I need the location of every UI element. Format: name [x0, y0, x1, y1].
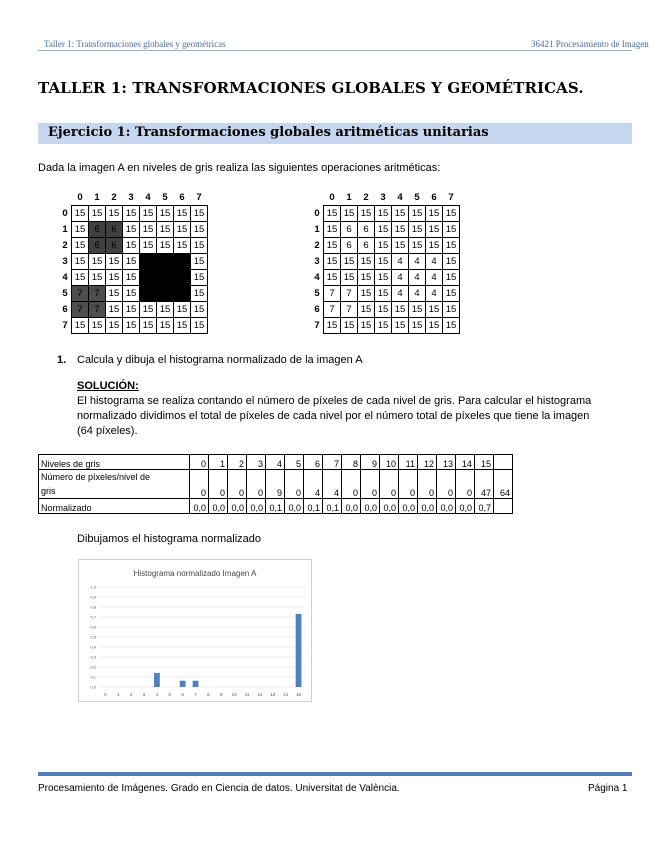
matrix-cell: 15: [191, 285, 208, 301]
table-cell: 5: [285, 455, 304, 470]
matrix-row: [311, 285, 460, 301]
matrix-cell: 15: [106, 253, 123, 269]
matrix-row-header: 7: [314, 319, 320, 331]
matrix-cell: 15: [324, 237, 341, 253]
matrix-cell: 15: [409, 317, 426, 333]
matrix-cell: 15: [341, 269, 358, 285]
chart-x-tick-label: 6: [181, 692, 184, 697]
chart-y-tick-label: 0,2: [90, 664, 96, 670]
matrix-cell: 4: [392, 285, 409, 301]
chart-bars: [154, 614, 301, 687]
matrix-cell: 15: [324, 205, 341, 221]
chart-x-tick-label: 7: [194, 692, 197, 697]
matrix-col-header: 6: [179, 191, 185, 203]
table-cell: 7: [323, 455, 342, 470]
matrix-row: [59, 205, 208, 221]
matrix-cell: 15: [392, 221, 409, 237]
matrix-cell: 15: [426, 205, 443, 221]
matrix-cell: 6: [358, 221, 375, 237]
footer-left: Procesamiento de Imágenes. Grado en Ciencia de datos. Universitat de València.: [38, 783, 400, 794]
image-a-matrix-values: [311, 190, 460, 334]
matrix-cell: 15: [89, 253, 106, 269]
table-cell: 0,0: [228, 499, 247, 514]
matrix-header-row: [311, 190, 460, 205]
row-label-counts: [39, 470, 190, 499]
chart-y-tick-label: 0,1: [90, 674, 96, 680]
table-cell: 0: [361, 470, 380, 499]
matrix-cell: 15: [191, 221, 208, 237]
chart-x-tick-label: 12: [257, 692, 263, 697]
row-label-counts-a: Número de píxeles/nivel de: [41, 472, 151, 482]
matrix-row-header: 5: [314, 287, 320, 299]
matrix-row: [59, 269, 208, 285]
matrix-cell: 15: [123, 285, 140, 301]
matrix-cell: 4: [392, 253, 409, 269]
table-row: [39, 455, 513, 470]
table-cell: 0: [228, 470, 247, 499]
table-cell: 0: [285, 470, 304, 499]
matrix-cell: 15: [106, 285, 123, 301]
table-row: [39, 499, 513, 514]
matrix-cell: 15: [324, 317, 341, 333]
table-row: [39, 470, 513, 499]
matrix-row: [311, 317, 460, 333]
table-cell: 4: [266, 455, 285, 470]
matrix-row-header: 5: [62, 287, 68, 299]
table-cell: 0: [190, 470, 209, 499]
header-divider: [38, 50, 632, 51]
matrix-cell: 15: [426, 221, 443, 237]
matrix-cell: 15: [375, 285, 392, 301]
matrix-row: [59, 285, 208, 301]
matrix-cell: 15: [358, 269, 375, 285]
chart-gridlines: [99, 587, 305, 687]
matrix-cell: 15: [106, 301, 123, 317]
matrix-cell: 15: [426, 301, 443, 317]
question-text: Calcula y dibuja el histograma normalizado de la imagen A: [77, 354, 363, 366]
matrix-cell: [174, 253, 191, 269]
table-cell: 10: [380, 455, 399, 470]
table-cell: 0: [247, 470, 266, 499]
table-cell: 12: [418, 455, 437, 470]
matrix-row-header: 4: [62, 271, 68, 283]
chart-x-tick-label: 8: [207, 692, 210, 697]
matrix-row-header: 6: [62, 303, 68, 315]
table-cell: 0,0: [418, 499, 437, 514]
matrix-row-header: 2: [62, 239, 68, 251]
chart-x-tick-label: 5: [168, 692, 172, 697]
solution-line-1: El histograma se realiza contando el número de píxeles de cada nivel de gris. Para calcular el histograma: [77, 395, 592, 407]
matrix-cell: 15: [123, 269, 140, 285]
chart-y-ticks: [90, 585, 96, 690]
table-cell: 0: [342, 470, 361, 499]
table-cell: 9: [266, 470, 285, 499]
matrix-cell: 15: [123, 301, 140, 317]
page-number: Página 1: [588, 783, 628, 794]
matrix-row-header: 6: [314, 303, 320, 315]
table-cell: 0,0: [437, 499, 456, 514]
matrix-cell: 15: [358, 301, 375, 317]
table-cell: 0: [437, 470, 456, 499]
matrix-row: [59, 317, 208, 333]
matrix-corner: [311, 190, 324, 205]
matrix-row-header: 1: [314, 223, 320, 235]
image-a-matrix-shaded: [59, 190, 208, 334]
matrix-cell: 15: [72, 317, 89, 333]
chart-bar: [180, 681, 186, 687]
table-cell: 0,0: [247, 499, 266, 514]
chart-y-tick-label: 1,0: [90, 584, 96, 590]
matrix-cell: 15: [443, 205, 460, 221]
matrix-cell: 4: [426, 253, 443, 269]
matrix-cell: 15: [123, 253, 140, 269]
matrix-row: [59, 253, 208, 269]
matrix-cell: 15: [324, 269, 341, 285]
chart-intro: Dibujamos el histograma normalizado: [77, 533, 262, 545]
matrix-cell: 15: [191, 317, 208, 333]
matrix-cell: 7: [72, 301, 89, 317]
chart-x-tick-label: 9: [220, 692, 223, 697]
matrix-cell: 15: [375, 269, 392, 285]
solution-line-2: normalizado dividimos el total de píxeles de cada nivel por el número total de píxeles que tiene la imagen: [77, 410, 590, 422]
running-header-right: 36421 Procesamiento de Imagen: [531, 39, 649, 49]
chart-x-tick-label: 11: [244, 692, 250, 697]
matrix-cell: 15: [392, 205, 409, 221]
matrix-row-header: 3: [62, 255, 68, 267]
matrix-cell: 15: [157, 205, 174, 221]
matrix-cell: 15: [375, 253, 392, 269]
matrix-cell: 15: [426, 237, 443, 253]
matrix-row: [311, 253, 460, 269]
matrix-col-header: 2: [363, 191, 369, 203]
matrix-cell: 6: [89, 237, 106, 253]
table-cell: [494, 455, 513, 470]
matrix-cell: 15: [123, 221, 140, 237]
matrix-cell: 15: [443, 253, 460, 269]
matrix-col-header: 6: [431, 191, 437, 203]
chart-x-tick-label: 10: [231, 692, 237, 697]
matrix-cell: 15: [191, 205, 208, 221]
question-number: 1.: [57, 354, 67, 366]
matrix-cell: [157, 269, 174, 285]
matrix-cell: 15: [106, 317, 123, 333]
row-label-normalized: Normalizado: [39, 499, 190, 514]
table-cell: 0,0: [285, 499, 304, 514]
matrix-cell: 15: [174, 205, 191, 221]
matrix-cell: 15: [341, 317, 358, 333]
matrix-cell: 15: [375, 221, 392, 237]
matrix-row-header: 0: [314, 207, 320, 219]
table-cell: 4: [323, 470, 342, 499]
matrix-cell: 15: [358, 253, 375, 269]
matrix-col-header: 4: [397, 191, 403, 203]
histogram-chart: [78, 559, 312, 702]
matrix-cell: 7: [341, 301, 358, 317]
matrix-cell: 4: [409, 285, 426, 301]
chart-bar: [193, 681, 199, 687]
matrix-col-header: 0: [329, 191, 335, 203]
matrix-cell: 15: [72, 253, 89, 269]
matrix-cell: 7: [89, 285, 106, 301]
matrix-cell: 15: [89, 205, 106, 221]
matrix-cell: 15: [123, 205, 140, 221]
matrix-col-header: 3: [380, 191, 386, 203]
matrix-cell: 15: [191, 301, 208, 317]
matrix-cell: 15: [191, 269, 208, 285]
matrix-col-header: 1: [346, 191, 352, 203]
matrix-cell: 15: [72, 237, 89, 253]
matrix-cell: [174, 285, 191, 301]
chart-y-tick-label: 0,7: [90, 614, 96, 620]
table-cell: 0: [418, 470, 437, 499]
running-header-left: Taller 1: Transformaciones globales y geométricas: [44, 39, 226, 49]
matrix-cell: 15: [375, 301, 392, 317]
chart-y-tick-label: 0,8: [90, 604, 96, 610]
matrix-cell: 15: [157, 317, 174, 333]
matrix-cell: 15: [106, 269, 123, 285]
chart-x-tick-label: 14: [283, 692, 289, 697]
table-cell: 14: [456, 455, 475, 470]
matrix-row-header: 0: [62, 207, 68, 219]
matrix-cell: [140, 285, 157, 301]
matrix-cell: 7: [72, 285, 89, 301]
matrix-cell: 15: [157, 221, 174, 237]
matrix-cell: 15: [443, 317, 460, 333]
chart-x-tick-label: 15: [296, 692, 302, 697]
matrix-cell: 15: [89, 269, 106, 285]
matrix-cell: 15: [174, 317, 191, 333]
chart-y-tick-label: 0,3: [90, 654, 96, 660]
chart-x-tick-label: 4: [155, 692, 159, 697]
table-cell: 3: [247, 455, 266, 470]
matrix-col-header: 5: [162, 191, 168, 203]
matrix-row: [311, 301, 460, 317]
chart-x-ticks: [104, 692, 301, 697]
matrix-cell: 15: [409, 205, 426, 221]
matrix-cell: 15: [392, 317, 409, 333]
table-cell: 6: [304, 455, 323, 470]
matrix-cell: 15: [409, 237, 426, 253]
matrix-cell: 15: [375, 205, 392, 221]
matrix-row: [311, 205, 460, 221]
matrix-cell: 15: [123, 317, 140, 333]
table-cell: 0,1: [304, 499, 323, 514]
matrix-row: [311, 269, 460, 285]
matrix-cell: 15: [140, 205, 157, 221]
matrix-col-header: 1: [94, 191, 100, 203]
matrix-row-header: 7: [62, 319, 68, 331]
chart-y-tick-label: 0,0: [90, 684, 96, 690]
matrix-col-header: 0: [77, 191, 83, 203]
matrix-cell: 4: [426, 269, 443, 285]
histogram-chart-svg: [79, 560, 311, 701]
matrix-cell: [157, 285, 174, 301]
matrix-col-header: 4: [145, 191, 151, 203]
matrix-cell: 15: [358, 205, 375, 221]
chart-bar: [296, 614, 302, 687]
matrix-cell: 15: [392, 237, 409, 253]
table-cell: 15: [475, 455, 494, 470]
table-cell: 0: [209, 470, 228, 499]
chart-y-tick-label: 0,4: [90, 644, 96, 650]
table-cell: 2: [228, 455, 247, 470]
matrix-row-header: 3: [314, 255, 320, 267]
table-cell: 0: [456, 470, 475, 499]
matrix-col-header: 2: [111, 191, 117, 203]
matrix-cell: 15: [443, 237, 460, 253]
intro-paragraph: Dada la imagen A en niveles de gris realiza las siguientes operaciones aritméticas:: [38, 162, 441, 174]
chart-y-tick-label: 0,5: [90, 634, 96, 640]
footer-rule: [38, 772, 632, 776]
matrix-cell: 15: [375, 317, 392, 333]
matrix-col-header: 5: [414, 191, 420, 203]
matrix-cell: 15: [123, 237, 140, 253]
matrix-cell: 15: [358, 285, 375, 301]
matrix-row: [311, 237, 460, 253]
matrix-cell: 15: [324, 221, 341, 237]
matrix-row-header: 2: [314, 239, 320, 251]
matrix-cell: 6: [89, 221, 106, 237]
matrix-cell: 15: [191, 237, 208, 253]
matrix-cell: 15: [106, 205, 123, 221]
matrix-row: [59, 301, 208, 317]
matrix-cell: 7: [324, 301, 341, 317]
table-cell: 0: [190, 455, 209, 470]
table-cell: 0: [380, 470, 399, 499]
matrix-row-header: 4: [314, 271, 320, 283]
chart-y-tick-label: 0,6: [90, 624, 96, 630]
matrix-cell: [140, 253, 157, 269]
matrix-cell: 15: [157, 301, 174, 317]
solution-line-3: (64 píxeles).: [77, 425, 138, 437]
chart-x-tick-label: 13: [270, 692, 276, 697]
solution-label: SOLUCIÓN:: [77, 380, 139, 392]
chart-bar: [154, 673, 160, 687]
matrix-cell: 15: [409, 301, 426, 317]
document-title: TALLER 1: TRANSFORMACIONES GLOBALES Y GEOMÉTRICAS.: [38, 79, 584, 97]
matrix-cell: 7: [89, 301, 106, 317]
table-cell: 0,1: [323, 499, 342, 514]
matrix-cell: 15: [375, 237, 392, 253]
table-cell: 0: [399, 470, 418, 499]
matrix-cell: 15: [443, 301, 460, 317]
matrix-row-header: 1: [62, 223, 68, 235]
matrix-cell: 4: [392, 269, 409, 285]
matrix-cell: 15: [443, 285, 460, 301]
matrix-cell: 6: [358, 237, 375, 253]
matrix-cell: 6: [106, 221, 123, 237]
matrix-cell: 15: [174, 237, 191, 253]
table-cell: 1: [209, 455, 228, 470]
table-cell: 4: [304, 470, 323, 499]
matrix-cell: [157, 253, 174, 269]
matrix-row: [59, 221, 208, 237]
matrix-cell: [140, 269, 157, 285]
matrix-cell: 15: [72, 205, 89, 221]
chart-x-tick-label: 2: [129, 692, 133, 697]
matrix-row: [59, 237, 208, 253]
matrix-cell: 6: [106, 237, 123, 253]
matrix-cell: 15: [89, 317, 106, 333]
table-cell: 47: [475, 470, 494, 499]
table-cell: [494, 499, 513, 514]
matrix-cell: 7: [341, 285, 358, 301]
matrix-cell: 15: [443, 269, 460, 285]
matrix-cell: 7: [324, 285, 341, 301]
matrix-cell: 4: [409, 269, 426, 285]
table-cell: 0,0: [361, 499, 380, 514]
matrix-cell: 15: [341, 205, 358, 221]
matrix-cell: 15: [174, 221, 191, 237]
table-cell: 0,0: [342, 499, 361, 514]
matrix-cell: 15: [140, 301, 157, 317]
matrix-cell: 4: [409, 253, 426, 269]
matrix-cell: 4: [426, 285, 443, 301]
matrix-cell: 15: [174, 301, 191, 317]
row-label-levels: Niveles de gris: [39, 455, 190, 470]
matrix-cell: 15: [426, 317, 443, 333]
matrix-cell: 15: [72, 269, 89, 285]
matrix-cell: 15: [358, 317, 375, 333]
table-cell: 0,0: [380, 499, 399, 514]
table-cell-total: 64: [494, 470, 513, 499]
matrix-cell: 15: [443, 221, 460, 237]
matrix-cell: 15: [140, 237, 157, 253]
table-cell: 0,0: [209, 499, 228, 514]
matrix-corner: [59, 190, 72, 205]
histogram-table: [38, 454, 513, 514]
matrix-cell: 15: [72, 221, 89, 237]
matrix-cell: 15: [341, 253, 358, 269]
matrix-cell: 15: [191, 253, 208, 269]
table-cell: 0,0: [190, 499, 209, 514]
matrix-cell: 15: [140, 221, 157, 237]
matrix-cell: 15: [409, 221, 426, 237]
table-cell: 13: [437, 455, 456, 470]
matrix-cell: 15: [324, 253, 341, 269]
matrix-col-header: 7: [196, 191, 202, 203]
chart-x-tick-label: 0: [104, 692, 107, 697]
table-cell: 0,0: [399, 499, 418, 514]
table-cell: 11: [399, 455, 418, 470]
section-title: Ejercicio 1: Transformaciones globales aritméticas unitarias: [48, 125, 489, 140]
table-cell: 0,7: [475, 499, 494, 514]
chart-x-tick-label: 1: [117, 692, 120, 697]
matrix-cell: 6: [341, 237, 358, 253]
matrix-cell: 6: [341, 221, 358, 237]
chart-y-tick-label: 0,9: [90, 594, 96, 600]
table-cell: 0,1: [266, 499, 285, 514]
chart-title: Histograma normalizado Imagen A: [133, 569, 257, 578]
matrix-cell: 15: [392, 301, 409, 317]
row-label-counts-b: gris: [41, 486, 56, 496]
matrix-cell: [174, 269, 191, 285]
matrix-col-header: 7: [448, 191, 454, 203]
table-cell: 0,0: [456, 499, 475, 514]
chart-x-tick-label: 3: [142, 692, 146, 697]
matrix-cell: 15: [157, 237, 174, 253]
matrix-row: [311, 221, 460, 237]
table-cell: 9: [361, 455, 380, 470]
matrix-cell: 15: [140, 317, 157, 333]
matrix-header-row: [59, 190, 208, 205]
matrix-col-header: 3: [128, 191, 134, 203]
table-cell: 8: [342, 455, 361, 470]
